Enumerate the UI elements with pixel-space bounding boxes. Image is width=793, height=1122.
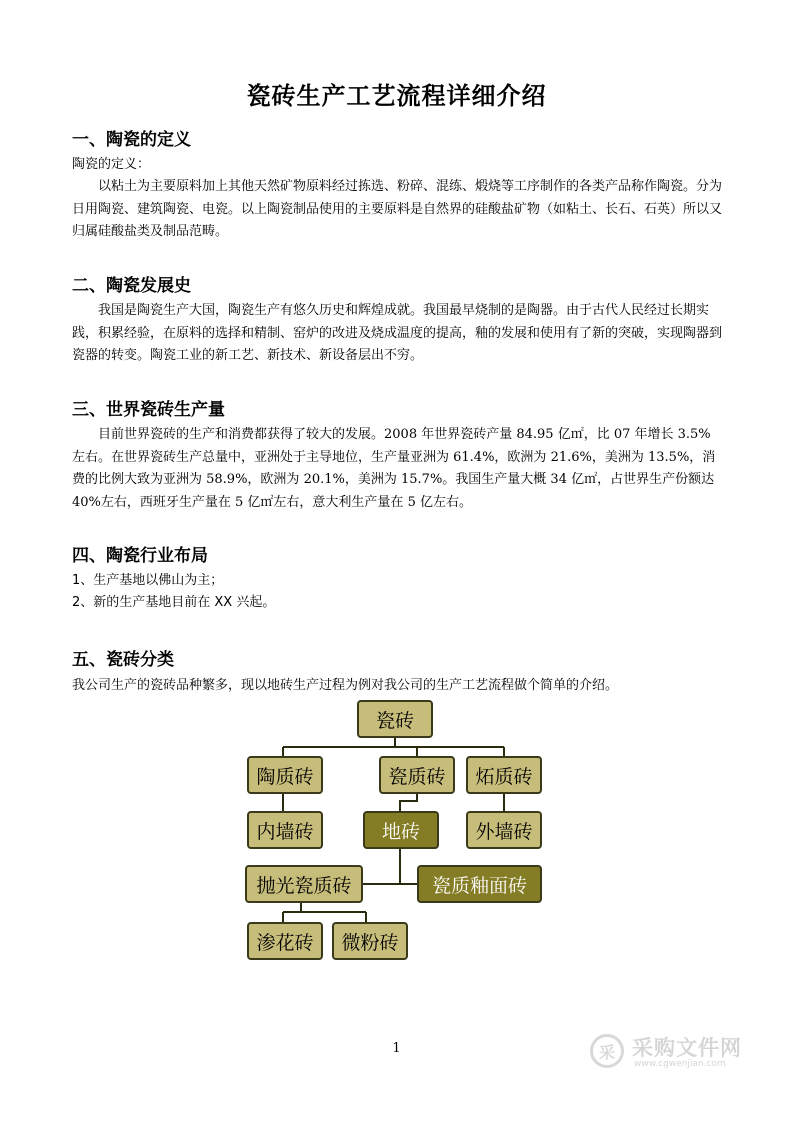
section-heading-industry-layout: 四、陶瓷行业布局 [72, 546, 208, 566]
node-infiltrated-tile: 渗花砖 [247, 922, 323, 960]
section-heading-history: 二、陶瓷发展史 [72, 276, 191, 296]
node-earthenware-tile: 陶质砖 [247, 756, 323, 794]
watermark-text: 采购文件网 [632, 1036, 742, 1060]
history-body: 我国是陶瓷生产大国，陶瓷生产有悠久历史和辉煌成就。我国最早烧制的是陶器。由于古代人民经过长期实践，积累经验，在原料的选择和精制、窑炉的改进及烧成温度的提高，釉的发展和使用有了新的突破，实现陶器到瓷器的转变。陶瓷工业的新工艺、新技术、新设备层出不穷。 [72, 303, 723, 363]
section-heading-classification: 五、瓷砖分类 [72, 650, 174, 670]
node-polished-porcelain-tile: 抛光瓷质砖 [245, 865, 363, 903]
section-heading-definition: 一、陶瓷的定义 [72, 130, 191, 150]
node-porcelain-tile: 瓷质砖 [379, 756, 455, 794]
watermark [590, 1030, 760, 1076]
definition-body: 以粘土为主要原料加上其他天然矿物原料经过拣选、粉碎、混练、煅烧等工序制作的各类产品称作陶瓷。分为日用陶瓷、建筑陶瓷、电瓷。以上陶瓷制品使用的主要原料是自然界的硅酸盐矿物（如粘土、长石、石英）所以又归属硅酸盐类及制品范畴。 [72, 179, 723, 239]
node-glazed-porcelain-tile: 瓷质釉面砖 [417, 865, 542, 903]
classification-body: 我公司生产的瓷砖品种繁多，现以地砖生产过程为例对我公司的生产工艺流程做个简单的介绍。 [72, 678, 619, 693]
node-micro-powder-tile: 微粉砖 [332, 922, 408, 960]
tile-classification-chart [243, 697, 548, 962]
definition-label: 陶瓷的定义： [72, 157, 151, 172]
connector-dizhuan [400, 793, 417, 811]
node-tile: 瓷砖 [357, 700, 433, 738]
watermark-url: www.cgwenjian.com [634, 1059, 726, 1069]
page-number: 1 [392, 1041, 401, 1056]
section-heading-world-output: 三、世界瓷砖生产量 [72, 400, 225, 420]
industry-item-1: 1、生产基地以佛山为主； [72, 573, 224, 588]
watermark-logo-icon: 采 [590, 1034, 624, 1068]
document-title: 瓷砖生产工艺流程详细介绍 [246, 81, 547, 110]
industry-item-2: 2、新的生产基地目前在 XX 兴起。 [72, 595, 276, 610]
node-interior-wall-tile: 内墙砖 [247, 811, 323, 849]
world-output-body: 目前世界瓷砖的生产和消费都获得了较大的发展。2008 年世界瓷砖产量 84.95 亿㎡，比 07 年增长 3.5%左右。在世界瓷砖生产总量中，亚洲处于主导地位，生产量亚洲为 61.4%，欧洲为 21.6%，美洲为 13.5%，消费的比例大致为亚洲为 58.9%，欧洲为 20.1%，美洲为 15.7%。我国生产量大概 34 亿㎡，占世界生产份额达 40%左右，西班牙生产量在 5 亿㎡左右，意大利生产量在 5 亿左右。 [72, 427, 716, 510]
node-exterior-wall-tile: 外墙砖 [466, 811, 542, 849]
node-floor-tile: 地砖 [363, 811, 439, 849]
node-stoneware-tile: 炻质砖 [466, 756, 542, 794]
